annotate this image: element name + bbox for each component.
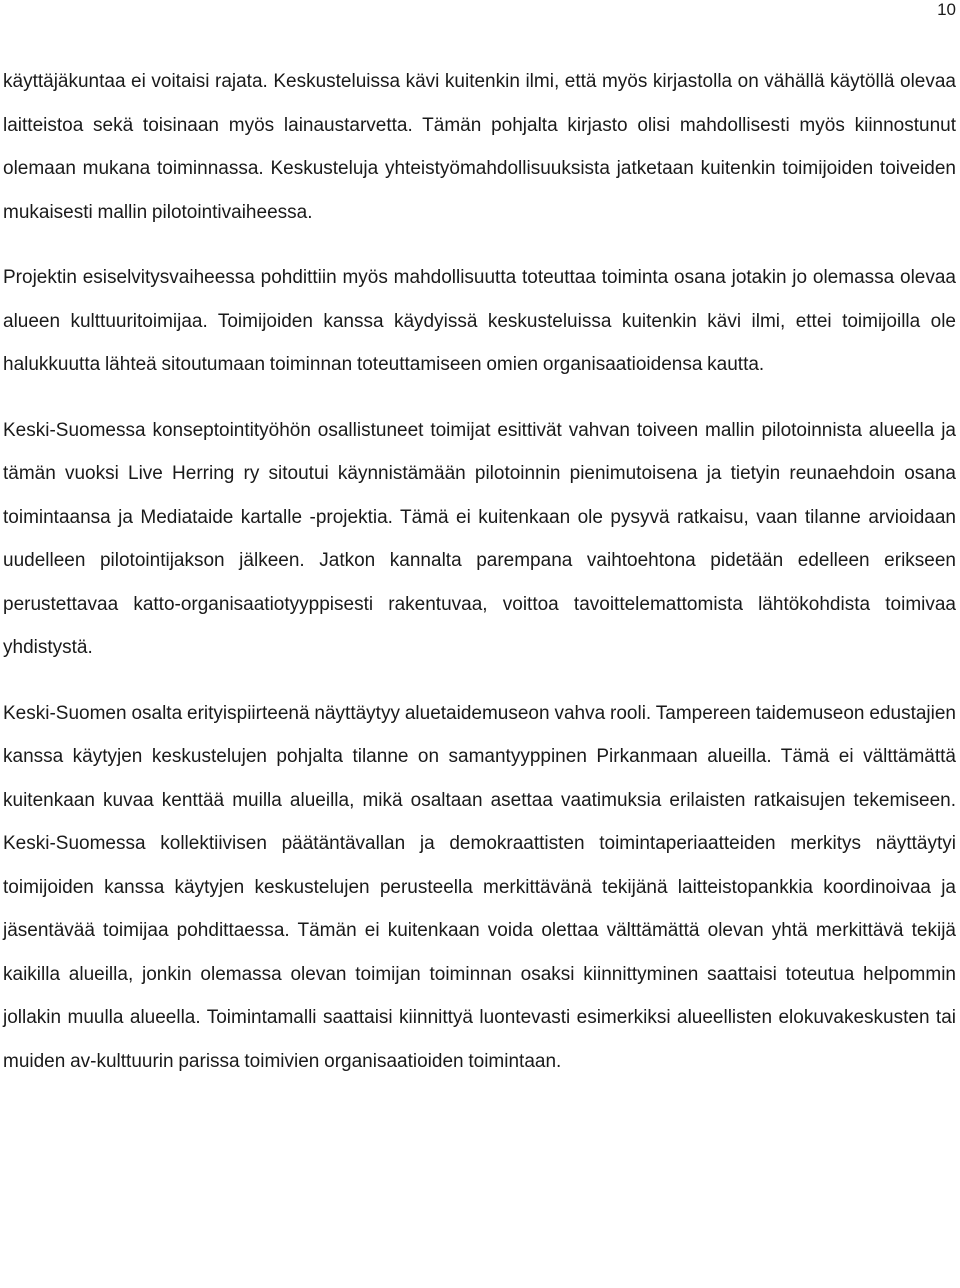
paragraph-3: Keski-Suomessa konseptointityöhön osallistuneet toimijat esittivät vahvan toiveen mallin pilotoinnista alueella ja tämän vuoksi Live Herring ry sitoutui käynnistämään pilotoinnin pienimutoisena ja tietyin reunaehdoin osana toimintaansa ja Mediataide kartalle -projektia. Tämä ei kuitenkaan ole pysyvä ratkaisu, vaan tilanne arvioidaan uudelleen pilotointijakson jälkeen. Jatkon kannalta parempana vaihtoehtona pidetään edelleen erikseen perustettavaa katto-organisaatiotyyppisesti rakentuvaa, voittoa tavoittelemattomista lähtökohdista toimivaa yhdistystä.	[3, 419, 956, 658]
paragraph-4: Keski-Suomen osalta erityispiirteenä näyttäytyy aluetaidemuseon vahva rooli. Tampereen taidemuseon edustajien kanssa käytyjen keskustelujen pohjalta tilanne on samantyyppinen Pirkanmaan alueilla. Tämä ei välttämättä kuitenkaan kuvaa kenttää muilla alueilla, mikä osaltaan asettaa vaatimuksia erilaisten ratkaisujen tekemiseen. Keski-Suomessa kollektiivisen päätäntävallan ja demokraattisten toimintaperiaatteiden merkitys näyttäytyi toimijoiden kanssa käytyjen keskustelujen perusteella merkittävänä tekijänä laitteistopankkia koordinoivaa ja jäsentävää toimijaa pohdittaessa. Tämän ei kuitenkaan voida olettaa välttämättä olevan yhtä merkittävä tekijä kaikilla alueilla, jonkin olemassa olevan toimijan toiminnan osaksi kiinnittyminen saattaisi toteutua helpommin jollakin muulla alueella. Toimintamalli saattaisi kiinnittyä luontevasti esimerkiksi alueellisten elokuvakeskusten tai muiden av-kulttuurin parissa toimivien organisaatioiden toimintaan.	[3, 702, 956, 1072]
document-body	[3, 60, 956, 1083]
page-number: 10	[937, 0, 956, 19]
paragraph-2: Projektin esiselvitysvaiheessa pohdittiin myös mahdollisuutta toteuttaa toiminta osana jotakin jo olemassa olevaa alueen kulttuuritoimijaa. Toimijoiden kanssa käydyissä keskusteluissa kuitenkin kävi ilmi, ettei toimijoilla ole halukkuutta lähteä sitoutumaan toiminnan toteuttamiseen omien organisaatioidensa kautta.	[3, 267, 956, 375]
paragraph-1: käyttäjäkuntaa ei voitaisi rajata. Keskusteluissa kävi kuitenkin ilmi, että myös kirjastolla on vähällä käytöllä olevaa laitteistoa sekä toisinaan myös lainaustarvetta. Tämän pohjalta kirjasto olisi mahdollisesti myös kiinnostunut olemaan mukana toiminnassa. Keskusteluja yhteistyömahdollisuuksista jatketaan kuitenkin toimijoiden toiveiden mukaisesti mallin pilotointivaiheessa.	[3, 71, 956, 223]
